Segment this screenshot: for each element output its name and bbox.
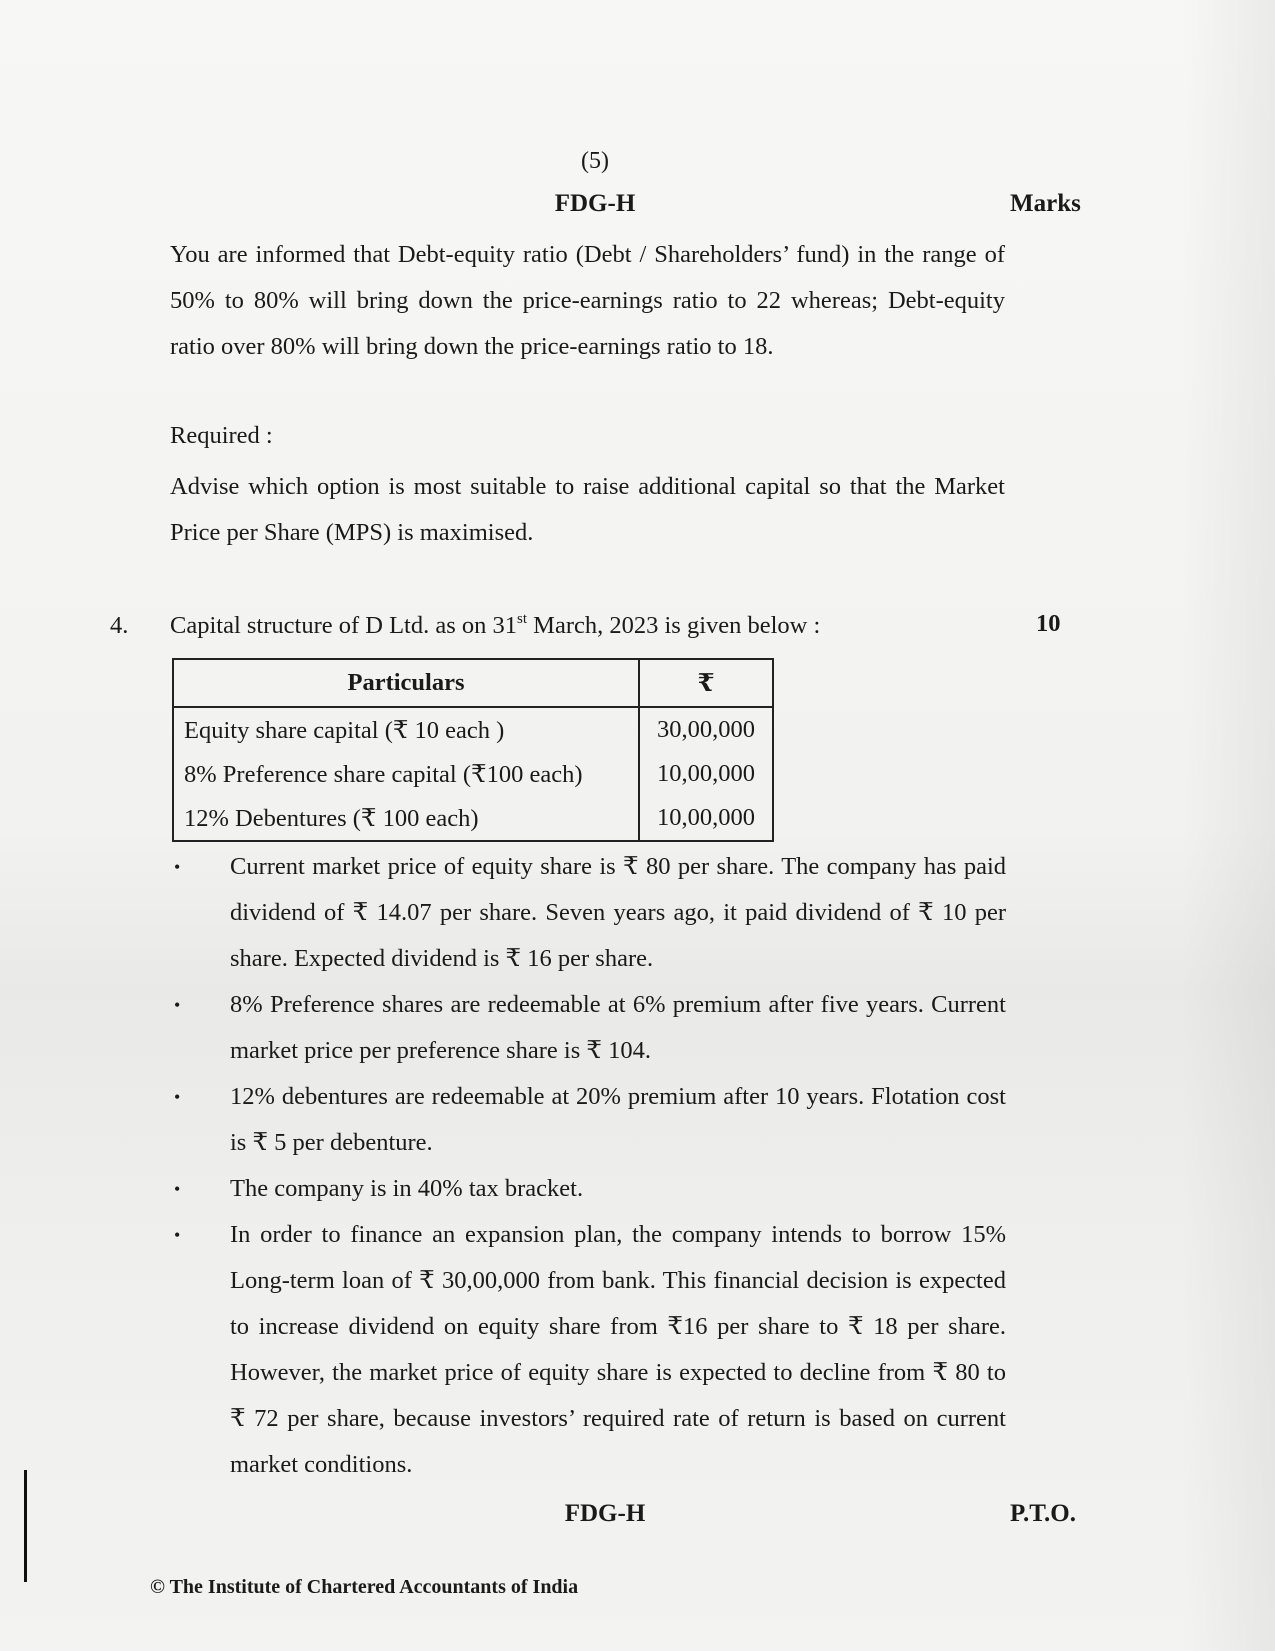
page-edge-shadow	[1180, 0, 1275, 1651]
advice-paragraph: Advise which option is most suitable to raise additional capital so that the Market Price per Share (MPS) is maximised.	[170, 473, 1005, 546]
table-cell-particular: Equity share capital (₹ 10 each )	[173, 707, 639, 752]
table-cell-particular: 8% Preference share capital (₹100 each)	[173, 752, 639, 796]
list-item	[170, 1074, 1006, 1166]
bullet-list	[170, 844, 1006, 1488]
table-cell-amount: 10,00,000	[639, 752, 773, 796]
list-item-text: 8% Preference shares are redeemable at 6% premium after five years. Current market price per preference share is ₹ 104.	[230, 991, 1006, 1064]
paper-code-footer: FDG-H	[564, 1500, 646, 1527]
page-number: (5)	[581, 148, 609, 174]
table-header-particulars: Particulars	[173, 659, 639, 707]
question-stem	[170, 612, 820, 640]
paper-code-header: FDG-H	[554, 190, 636, 217]
list-item	[170, 1166, 1006, 1212]
question-marks: 10	[1036, 610, 1061, 637]
bullet-dot-icon: •	[174, 857, 181, 877]
bullet-dot-icon: •	[174, 1087, 181, 1107]
list-item	[170, 982, 1006, 1074]
list-item-text: 12% debentures are redeemable at 20% premium after 10 years. Flotation cost is ₹ 5 per debenture.	[230, 1083, 1006, 1156]
table-row	[173, 707, 773, 752]
ordinal-suffix: st	[517, 611, 528, 627]
required-label: Required :	[170, 422, 273, 449]
question-stem-end: March, 2023 is given below :	[527, 612, 821, 639]
question-number: 4.	[110, 612, 129, 639]
table-cell-particular: 12% Debentures (₹ 100 each)	[173, 796, 639, 841]
list-item	[170, 844, 1006, 982]
table-header-amount: ₹	[639, 659, 773, 707]
bullet-dot-icon: •	[174, 995, 181, 1015]
table-row	[173, 796, 773, 841]
list-item	[170, 1212, 1006, 1488]
question-stem-start: Capital structure of D Ltd. as on 31	[170, 612, 518, 639]
copyright-notice: © The Institute of Chartered Accountants of India	[150, 1576, 579, 1598]
intro-paragraph: You are informed that Debt-equity ratio (Debt / Shareholders’ fund) in the range of 50% to 80% will bring down the price-earnings ratio to 22 whereas; Debt-equity ratio over 80% will bring down the price-earnings ratio to 18.	[170, 241, 1005, 360]
table-cell-amount: 10,00,000	[639, 796, 773, 841]
table-row	[173, 752, 773, 796]
list-item-text: In order to finance an expansion plan, the company intends to borrow 15% Long-term loan of ₹ 30,00,000 from bank. This financial decision is expected to increase dividend on equity share from ₹16 per share to ₹ 18 per share. However, the market price of equity share is expected to decline from ₹ 80 to ₹ 72 per share, because investors’ required rate of return is based on current market conditions.	[230, 1221, 1006, 1478]
list-item-text: Current market price of equity share is ₹ 80 per share. The company has paid dividend of ₹ 14.07 per share. Seven years ago, it paid dividend of ₹ 10 per share. Expected dividend is ₹ 16 per share.	[230, 853, 1006, 972]
bullet-dot-icon: •	[174, 1179, 181, 1199]
table-cell-amount: 30,00,000	[639, 707, 773, 752]
pto-label: P.T.O.	[1010, 1500, 1076, 1527]
capital-structure-table	[172, 658, 774, 842]
bullet-dot-icon: •	[174, 1225, 181, 1245]
scan-artifact-line	[24, 1470, 27, 1582]
table-header-row	[173, 659, 773, 707]
marks-column-heading: Marks	[1010, 190, 1081, 217]
list-item-text: The company is in 40% tax bracket.	[230, 1175, 584, 1202]
